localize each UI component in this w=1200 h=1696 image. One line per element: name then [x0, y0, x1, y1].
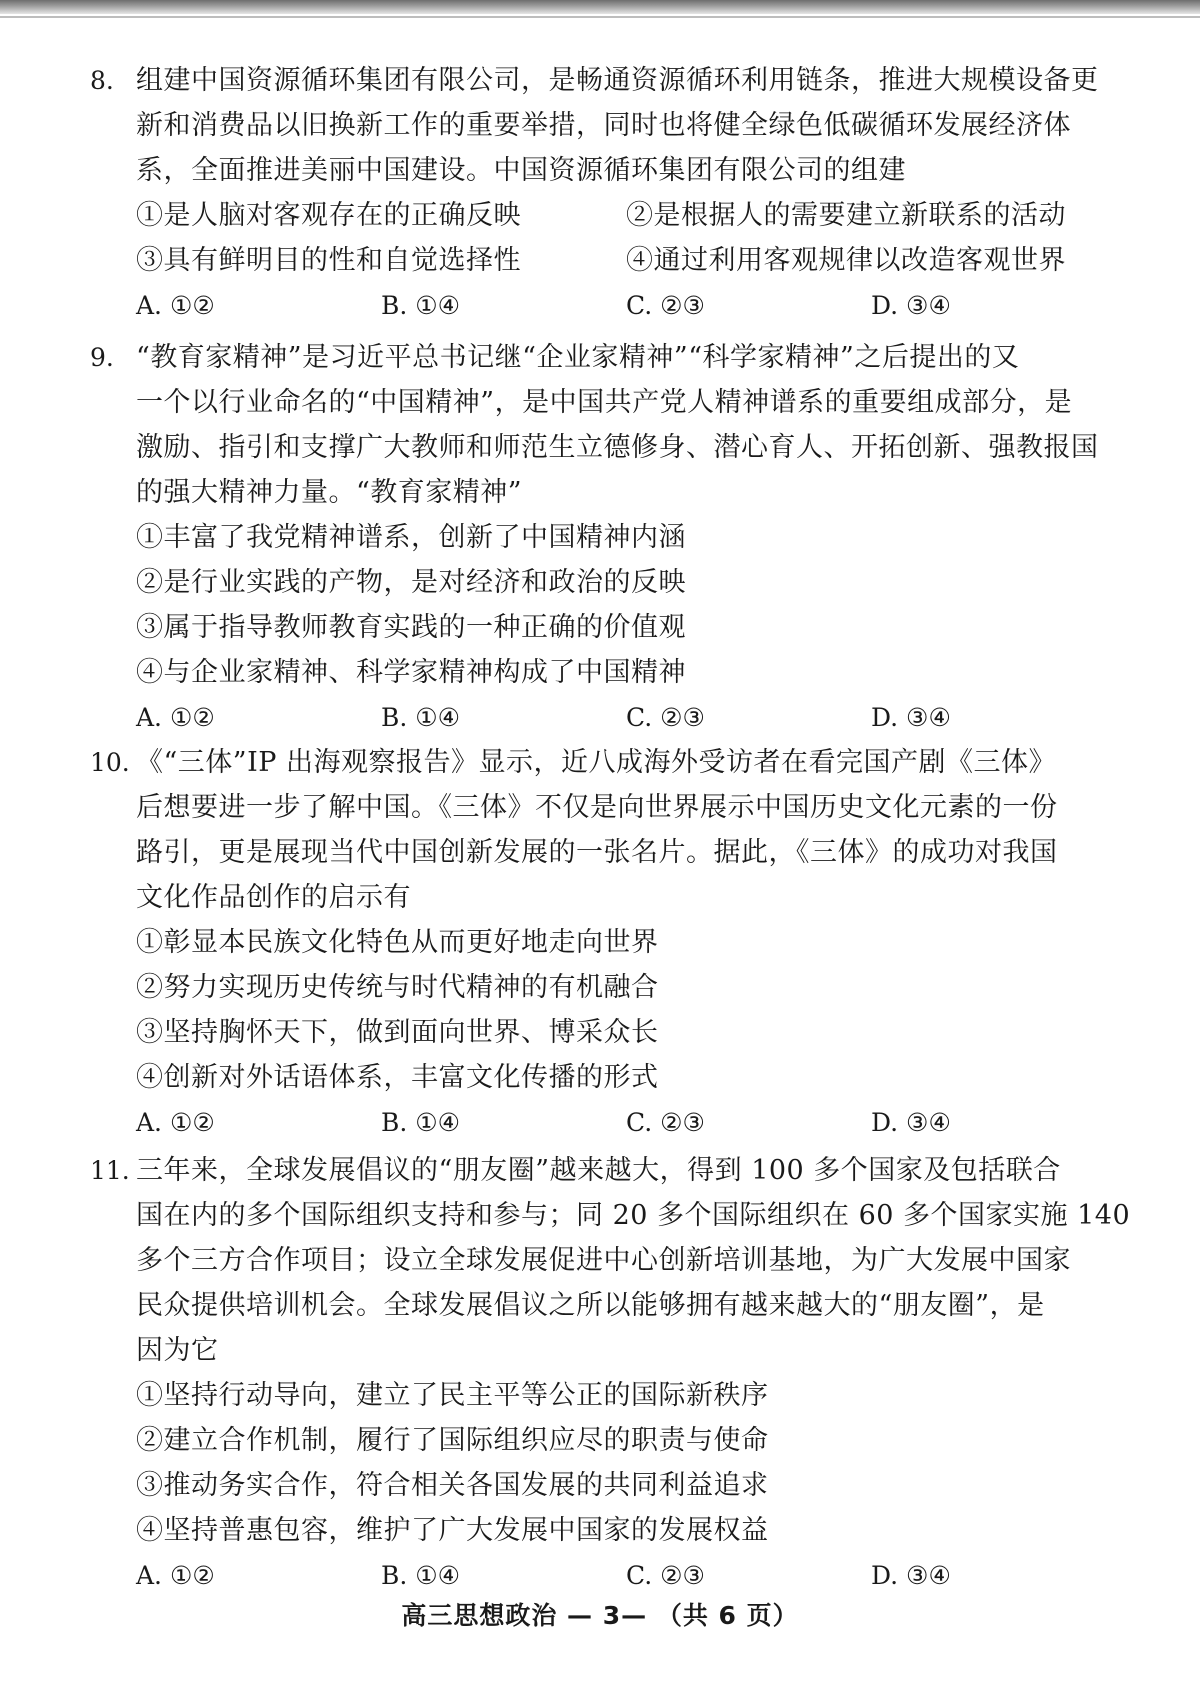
statement-option: ④与企业家精神、科学家精神构成了中国精神 — [136, 657, 686, 688]
answer-choice-b: B. ①④ — [381, 703, 461, 732]
answer-choice-d: D. ③④ — [871, 703, 951, 732]
statement-option: ③属于指导教师教育实践的一种正确的价值观 — [136, 612, 686, 643]
question-number: 11. — [90, 1156, 130, 1185]
statement-option: ②是行业实践的产物，是对经济和政治的反映 — [136, 567, 686, 598]
statement-option: ①坚持行动导向，建立了民主平等公正的国际新秩序 — [136, 1380, 769, 1411]
question-stem-line: 系，全面推进美丽中国建设。中国资源循环集团有限公司的组建 — [136, 155, 906, 186]
answer-choice-c: C. ②③ — [626, 291, 705, 320]
question-11 — [90, 1148, 1130, 1598]
answer-choice-d: D. ③④ — [871, 1561, 951, 1590]
answer-choice-d: D. ③④ — [871, 1108, 951, 1137]
statement-option: ①彰显本民族文化特色从而更好地走向世界 — [136, 927, 659, 958]
answer-choices — [136, 1100, 1130, 1145]
scan-top-line — [0, 16, 1200, 18]
statement-option: ④通过利用客观规律以改造客观世界 — [626, 245, 1066, 276]
question-stem-line: 组建中国资源循环集团有限公司，是畅通资源循环利用链条，推进大规模设备更 — [136, 65, 1099, 96]
question-9 — [90, 335, 1130, 740]
question-number: 8. — [90, 66, 114, 95]
question-stem-line: 一个以行业命名的“中国精神”，是中国共产党人精神谱系的重要组成部分，是 — [136, 387, 1073, 418]
question-number: 9. — [90, 343, 114, 372]
answer-choice-b: B. ①④ — [381, 291, 461, 320]
answer-choice-a: A. ①② — [136, 291, 215, 320]
answer-choice-a: A. ①② — [136, 1108, 215, 1137]
question-stem-line: 新和消费品以旧换新工作的重要举措，同时也将健全绿色低碳循环发展经济体 — [136, 110, 1071, 141]
question-number: 10. — [90, 748, 130, 777]
answer-choices — [136, 695, 1130, 740]
question-stem-line: 《“三体”IP 出海观察报告》显示，近八成海外受访者在看完国产剧《三体》 — [136, 747, 1057, 778]
answer-choices — [136, 1553, 1130, 1598]
question-stem-line: 三年来，全球发展倡议的“朋友圈”越来越大，得到 100 多个国家及包括联合 — [136, 1155, 1061, 1186]
question-10 — [90, 740, 1130, 1145]
scan-top-edge — [0, 0, 1200, 14]
answer-choice-b: B. ①④ — [381, 1561, 461, 1590]
statement-option: ③推动务实合作，符合相关各国发展的共同利益追求 — [136, 1470, 769, 1501]
question-stem-line: 多个三方合作项目；设立全球发展促进中心创新培训基地，为广大发展中国家 — [136, 1245, 1071, 1276]
question-stem-line: 文化作品创作的启示有 — [136, 882, 411, 913]
statement-option: ②是根据人的需要建立新联系的活动 — [626, 200, 1066, 231]
question-8 — [90, 58, 1130, 328]
answer-choice-c: C. ②③ — [626, 703, 705, 732]
question-stem-line: 后想要进一步了解中国。《三体》不仅是向世界展示中国历史文化元素的一份 — [136, 792, 1058, 823]
question-stem-line: 路引，更是展现当代中国创新发展的一张名片。据此，《三体》的成功对我国 — [136, 837, 1058, 868]
question-stem-line: “教育家精神”是习近平总书记继“企业家精神”“科学家精神”之后提出的又 — [136, 342, 1020, 373]
answer-choices — [136, 283, 1130, 328]
statement-option: ④坚持普惠包容，维护了广大发展中国家的发展权益 — [136, 1515, 769, 1546]
question-stem-line: 国在内的多个国际组织支持和参与；同 20 多个国际组织在 60 多个国家实施 140 — [136, 1200, 1131, 1231]
statement-option: ②建立合作机制，履行了国际组织应尽的职责与使命 — [136, 1425, 769, 1456]
answer-choice-a: A. ①② — [136, 1561, 215, 1590]
statement-option: ③坚持胸怀天下，做到面向世界、博采众长 — [136, 1017, 659, 1048]
answer-choice-d: D. ③④ — [871, 291, 951, 320]
question-stem-line: 民众提供培训机会。全球发展倡议之所以能够拥有越来越大的“朋友圈”，是 — [136, 1290, 1045, 1321]
answer-choice-c: C. ②③ — [626, 1108, 705, 1137]
question-stem-line: 因为它 — [136, 1335, 219, 1366]
question-stem-line: 的强大精神力量。“教育家精神” — [136, 477, 523, 508]
page-footer: 高三思想政治 — 3— （共 6 页） — [401, 1601, 799, 1630]
answer-choice-c: C. ②③ — [626, 1561, 705, 1590]
statement-option: ④创新对外话语体系，丰富文化传播的形式 — [136, 1062, 659, 1093]
statement-option: ②努力实现历史传统与时代精神的有机融合 — [136, 972, 659, 1003]
answer-choice-a: A. ①② — [136, 703, 215, 732]
statement-option: ①是人脑对客观存在的正确反映 — [136, 200, 521, 231]
statement-option: ①丰富了我党精神谱系，创新了中国精神内涵 — [136, 522, 686, 553]
answer-choice-b: B. ①④ — [381, 1108, 461, 1137]
statement-option: ③具有鲜明目的性和自觉选择性 — [136, 245, 521, 276]
question-stem-line: 激励、指引和支撑广大教师和师范生立德修身、潜心育人、开拓创新、强教报国 — [136, 432, 1099, 463]
